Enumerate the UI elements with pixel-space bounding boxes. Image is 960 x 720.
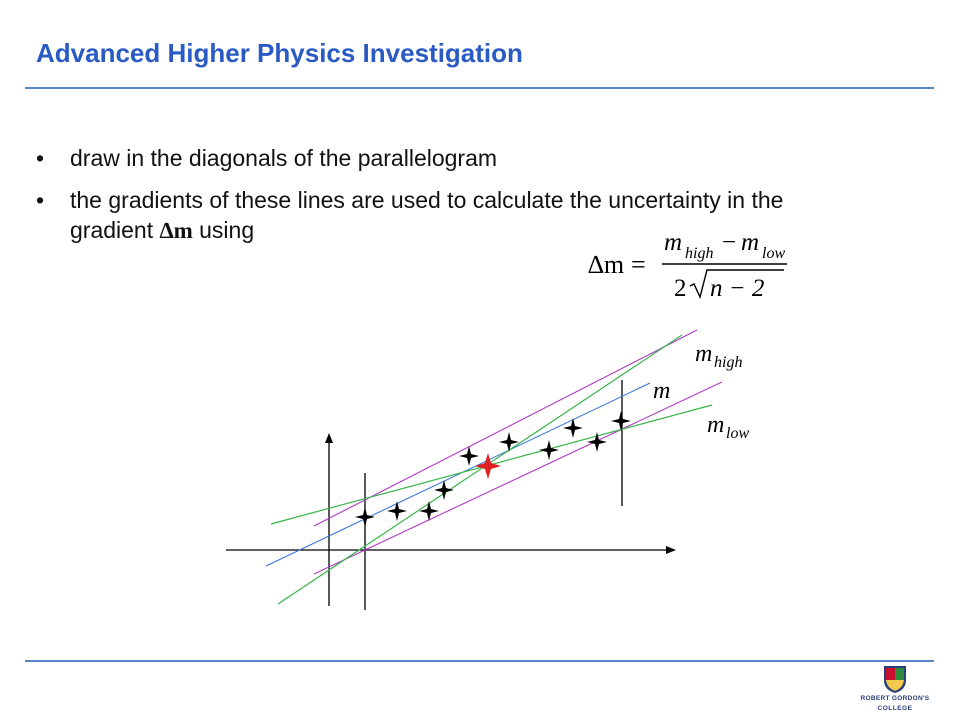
slide-title: Advanced Higher Physics Investigation — [36, 38, 523, 68]
data-point — [387, 501, 407, 521]
formula-radicand: n − 2 — [710, 275, 765, 301]
data-points — [355, 411, 631, 527]
formula-m-high-sub: high — [685, 245, 714, 262]
x-axis-arrow-icon — [666, 546, 676, 554]
lower-parallel-line — [314, 382, 725, 574]
y-axis-arrow-icon — [325, 433, 333, 443]
data-point — [459, 446, 479, 466]
college-crest-icon — [846, 664, 944, 694]
label-m-high: m — [695, 341, 713, 367]
bullet-text: draw in the diagonals of the parallelogram — [70, 145, 498, 171]
label-m-low-sub: low — [726, 425, 750, 442]
data-point — [499, 432, 519, 452]
footer-divider — [25, 660, 934, 662]
formula-minus: − — [722, 229, 737, 256]
logo-text: ROBERT GORDON'S — [860, 695, 930, 702]
college-logo — [846, 664, 944, 716]
bullet-marker: • — [36, 145, 45, 171]
data-point — [587, 432, 607, 452]
centroid-point — [475, 453, 501, 479]
best-fit-line — [266, 383, 650, 566]
axes — [226, 433, 676, 606]
data-point — [539, 440, 559, 460]
data-point — [434, 480, 454, 500]
formula-lhs: ∆m — [588, 250, 625, 279]
bullet-text-end: using — [192, 217, 255, 243]
bullet-marker: • — [36, 187, 45, 213]
formula-m-low: m — [741, 229, 760, 256]
data-point — [563, 418, 583, 438]
data-point — [355, 507, 375, 527]
formula-equals: = — [631, 250, 646, 279]
logo-text: COLLEGE — [877, 705, 913, 712]
label-m-high-sub: high — [714, 354, 743, 371]
label-m-low: m — [707, 412, 725, 438]
formula-m-high: m — [664, 229, 683, 256]
label-m: m — [653, 378, 671, 404]
formula-denominator-coeff: 2 — [674, 275, 687, 301]
formula-m-low-sub: low — [762, 245, 786, 262]
delta-m-symbol: ∆m — [159, 218, 193, 243]
bullet-text: the gradients of these lines are used to calculate the uncertainty in the gradient — [70, 187, 784, 243]
data-point — [419, 501, 439, 521]
